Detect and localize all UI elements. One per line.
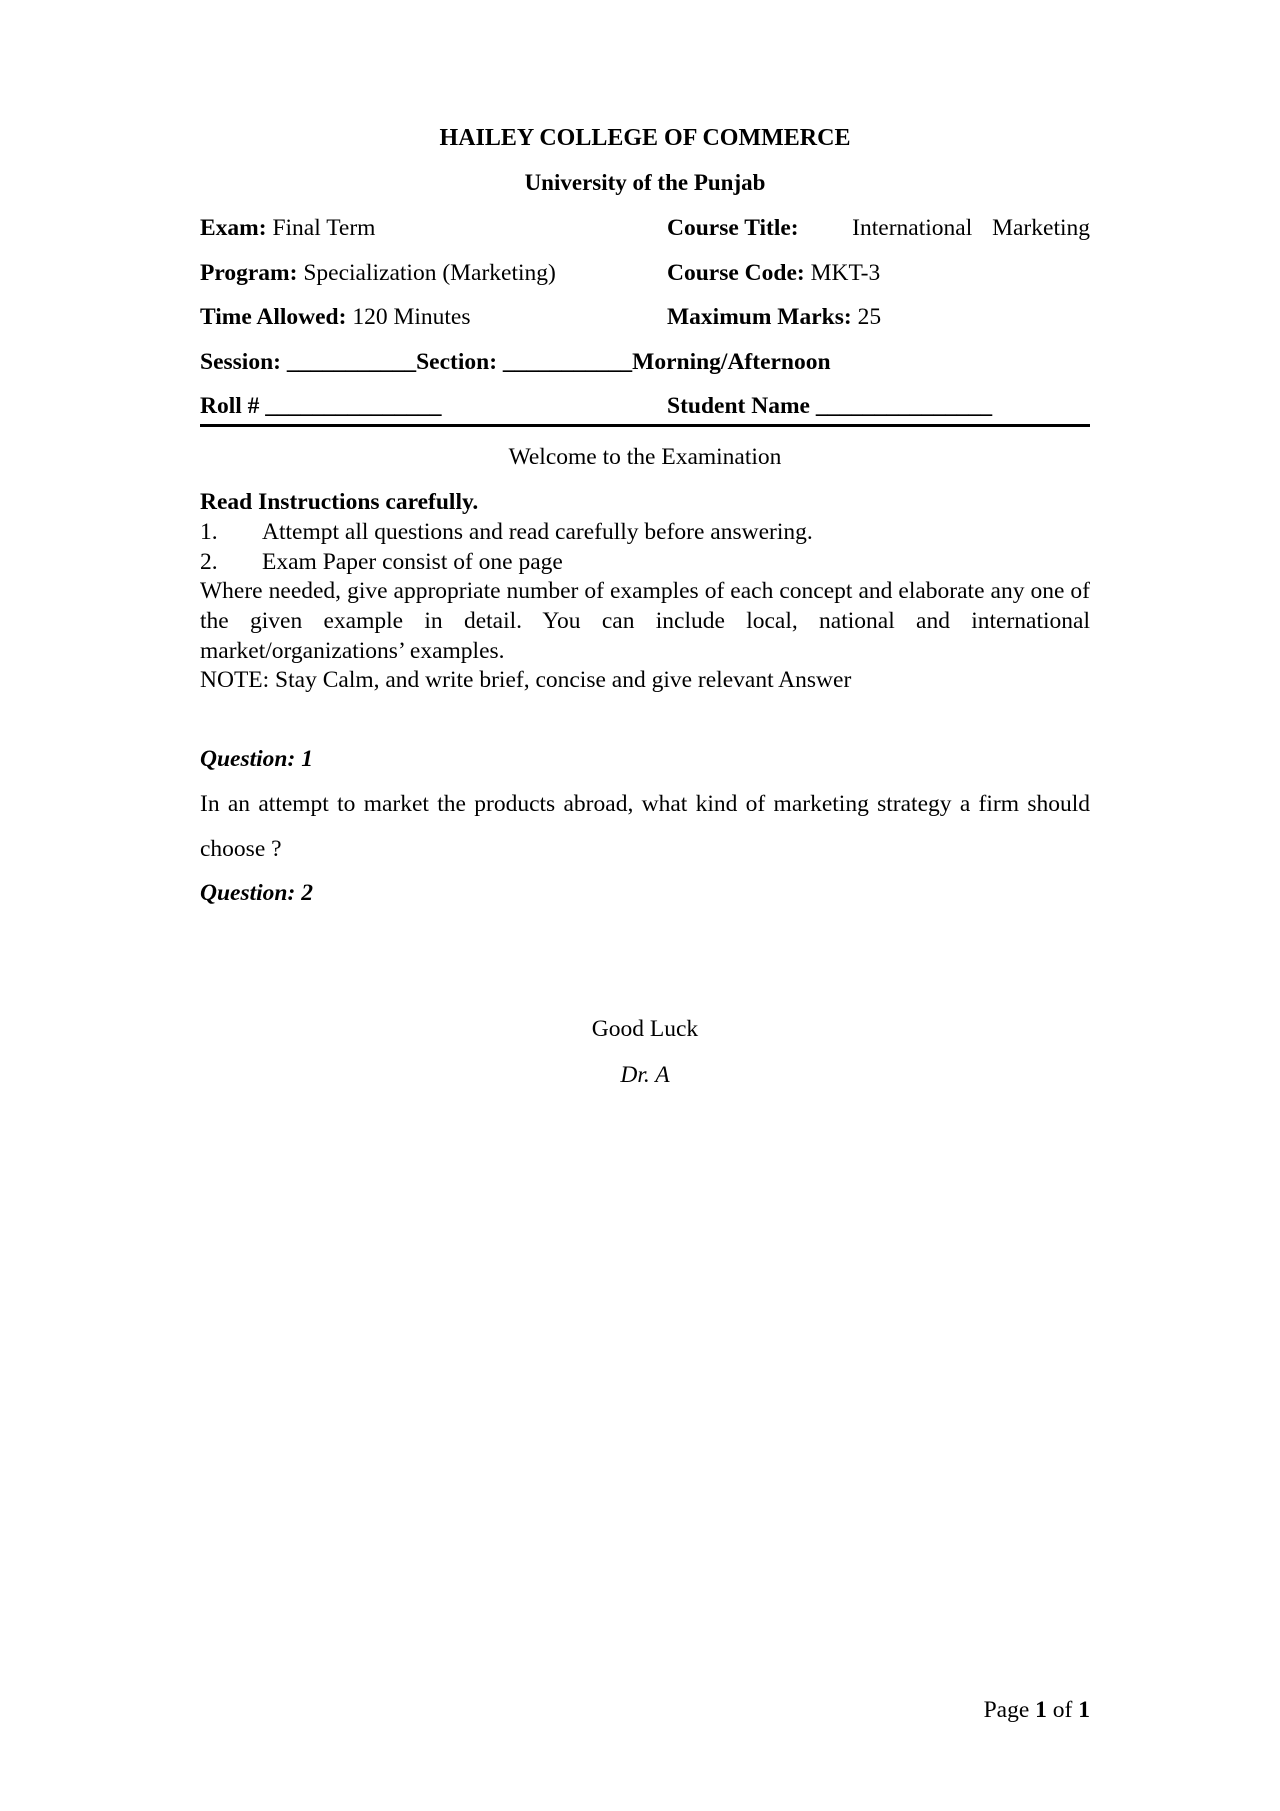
question-2-heading: Question: 2	[200, 880, 313, 906]
course-code-label: Course Code:	[667, 260, 805, 286]
instructions-note: NOTE: Stay Calm, and write brief, concise and give relevant Answer	[200, 667, 852, 693]
program-label: Program:	[200, 260, 298, 286]
exam-label: Exam:	[200, 215, 267, 241]
maximum-marks-field	[667, 303, 881, 331]
course-code-field	[667, 259, 880, 287]
instructions-heading: Read Instructions carefully.	[200, 489, 479, 515]
welcome-text: Welcome to the Examination	[508, 444, 782, 470]
time-allowed-value: 120 Minutes	[352, 304, 471, 330]
page-total: 1	[1078, 1697, 1090, 1723]
examiner-signature: Dr. A	[620, 1062, 670, 1088]
header-divider	[200, 424, 1090, 427]
question-1-heading: Question: 1	[200, 746, 313, 772]
maximum-marks-label: Maximum Marks:	[667, 304, 852, 330]
course-title-field	[667, 214, 1090, 242]
course-code-value: MKT-3	[810, 260, 881, 286]
instruction-text: Exam Paper consist of one page	[262, 549, 563, 575]
page-of: of	[1052, 1697, 1073, 1723]
program-field	[200, 259, 556, 287]
question-1-text: In an attempt to market the products abroad, what kind of marketing strategy a firm should choose ?	[200, 791, 1090, 862]
course-title-value: International Marketing	[852, 215, 1090, 241]
instruction-number: 2.	[200, 549, 218, 575]
instruction-item	[200, 517, 813, 547]
instructions-paragraph: Where needed, give appropriate number of examples of each concept and elaborate any one of the given example in detail. You can include local, national and international market/organizations’ examples.	[200, 578, 1090, 664]
session-section-line: Session: ___________Section: ___________Morning/Afternoon	[200, 349, 831, 375]
instruction-item	[200, 547, 563, 577]
time-allowed-field	[200, 303, 470, 331]
page-current: 1	[1035, 1697, 1047, 1723]
instruction-text: Attempt all questions and read carefully before answering.	[262, 519, 813, 545]
maximum-marks-value: 25	[857, 304, 882, 330]
roll-number-line: Roll # _______________	[200, 393, 442, 419]
university-title: University of the Punjab	[524, 170, 766, 195]
program-value: Specialization (Marketing)	[303, 260, 556, 286]
instruction-number: 1.	[200, 519, 218, 545]
page-prefix: Page	[983, 1697, 1030, 1723]
exam-field	[200, 214, 375, 242]
time-allowed-label: Time Allowed:	[200, 304, 347, 330]
good-luck-text: Good Luck	[591, 1016, 699, 1042]
page-number	[984, 1695, 1090, 1725]
exam-page	[200, 0, 1090, 1811]
college-title: HAILEY COLLEGE OF COMMERCE	[439, 125, 851, 151]
student-name-line: Student Name _______________	[667, 393, 993, 419]
course-title-label: Course Title:	[667, 215, 799, 241]
exam-value: Final Term	[272, 215, 376, 241]
